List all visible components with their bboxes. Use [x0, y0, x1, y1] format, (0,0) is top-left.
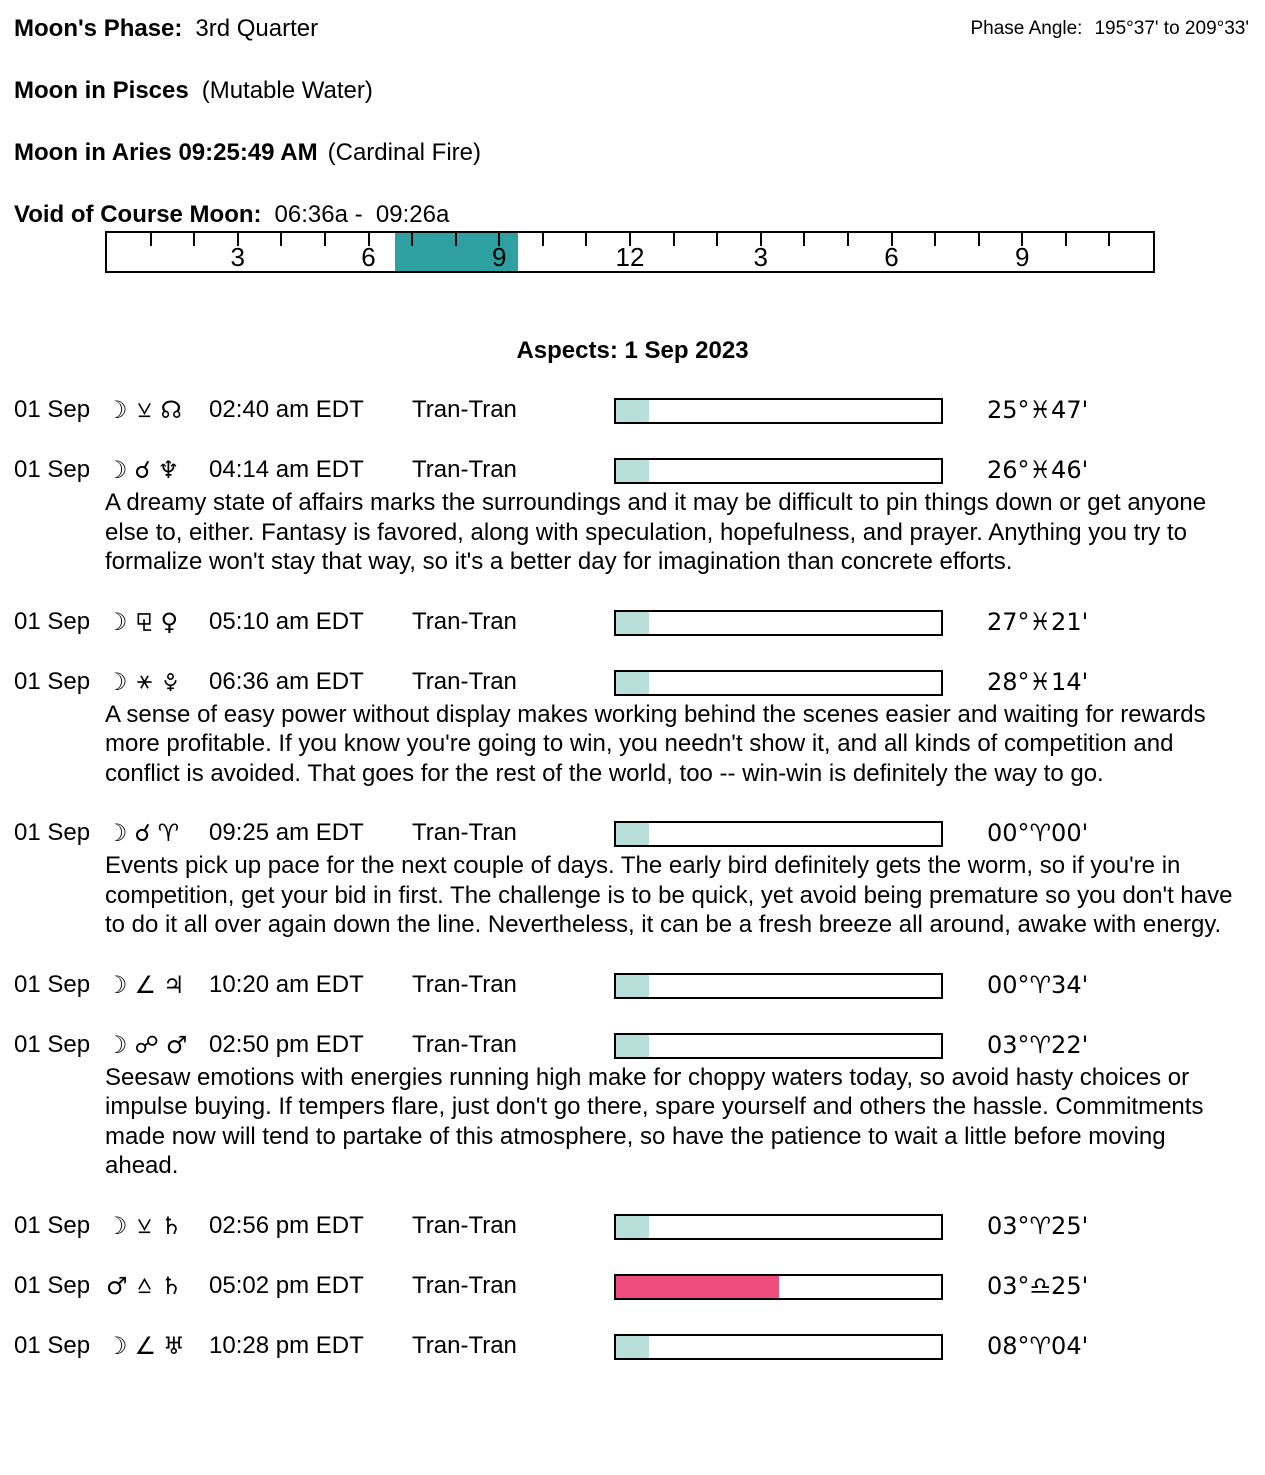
aspect-glyphs — [106, 1331, 209, 1361]
aspect-type: Tran-Tran — [412, 1211, 517, 1239]
sextile-icon — [135, 667, 154, 697]
aspect-strength-fill — [616, 612, 649, 634]
void-of-course-label: Void of Course Moon: — [14, 201, 262, 228]
aspect-type: Tran-Tran — [412, 456, 517, 483]
aspect-position: 03°♈22' — [987, 1030, 1089, 1059]
moon-icon: ☽ — [106, 819, 128, 847]
aspect-strength-bar — [614, 398, 943, 424]
semisextile-icon — [135, 1211, 154, 1241]
mars-icon: ♂ — [165, 1030, 188, 1059]
aspect-time: 10:28 pm EDT — [209, 1331, 364, 1359]
aspect-row — [14, 667, 1251, 697]
aspect-strength-bar — [614, 821, 943, 847]
aspect-date: 01 Sep — [14, 456, 91, 483]
phase-angle-value: 195°37' to 209°33' — [1094, 18, 1249, 39]
phase-angle-label: Phase Angle: — [970, 18, 1083, 39]
aspect-list — [14, 395, 1251, 1361]
ruler-tick — [193, 233, 195, 246]
ruler-tick — [803, 233, 805, 246]
moons-phase-value: 3rd Quarter — [195, 15, 319, 42]
aspect-strength-fill — [616, 1035, 649, 1057]
aspect-time: 06:36 am EDT — [209, 667, 364, 695]
aspect-strength-fill — [616, 1276, 779, 1298]
moon-icon: ☽ — [106, 1030, 128, 1059]
moon-icon: ☽ — [106, 1211, 128, 1240]
24-hour-ruler — [105, 231, 1155, 273]
aspect-row — [14, 1211, 1251, 1241]
aspect-glyphs — [106, 970, 209, 1000]
aspect-strength-bar — [614, 458, 943, 484]
semisquare-icon: ∠ — [134, 970, 157, 999]
mars-icon: ♂ — [106, 1271, 128, 1300]
aspect-note: A sense of easy power without display makes working behind the scenes easier and waiting for rewards more profitable. If you know you're going to win, you needn't show it, and all kinds of competition and conflict is avoided. That goes for the rest of the world, too -- win-win is definitely the way to go. — [105, 700, 1206, 787]
aspect-date: 01 Sep — [14, 1211, 91, 1239]
aspect-row — [14, 395, 1251, 425]
aspect-note: Events pick up pace for the next couple of days. The early bird definitely gets the worm, so if you're in competition, get your bid in first. The challenge is to be quick, yet avoid being premature so you don't have to do it all over again down the line. Nevertheless, it can be a fresh breeze all around, awake with energy. — [105, 852, 1233, 938]
ruler-hour-label: 3 — [230, 242, 245, 272]
ruler-tick — [455, 233, 457, 246]
aspect-time: 05:10 am EDT — [209, 607, 364, 635]
aspect-note: A dreamy state of affairs marks the surroundings and it may be difficult to pin things down or get anyone else to, either. Fantasy is favored, along with speculation, hopefulness, and prayer. Anything you try to formalize won't stay that way, so it's a better day for imagination than concrete efforts. — [105, 489, 1207, 575]
aspect-type: Tran-Tran — [412, 1331, 517, 1359]
semisquare-icon: ∠ — [134, 1331, 157, 1360]
aspect-type: Tran-Tran — [412, 1271, 517, 1299]
aspect-strength-bar — [614, 1334, 943, 1360]
aspect-glyphs — [106, 1271, 209, 1301]
aspect-position: 26°♓46' — [987, 456, 1089, 484]
aspect-date: 01 Sep — [14, 1331, 91, 1359]
ruler-hour-label: 9 — [1015, 242, 1030, 272]
aspect-position: 27°♓21' — [987, 607, 1089, 636]
moon-icon: ☽ — [106, 396, 128, 424]
quincunx-icon — [135, 1271, 154, 1301]
aspect-row — [14, 455, 1251, 485]
aspect-position: 28°♓14' — [987, 667, 1089, 696]
aspect-type: Tran-Tran — [412, 819, 517, 846]
aspect-glyphs — [106, 818, 209, 848]
ruler-tick — [150, 233, 152, 246]
aspect-position: 00°♈34' — [987, 970, 1089, 999]
phase-angle — [970, 18, 1249, 40]
sesquiquadrate-icon — [135, 607, 154, 637]
moon-sign-line — [14, 78, 1251, 104]
aries-icon: ♈ — [157, 819, 180, 847]
saturn-icon: ♄ — [160, 1271, 183, 1300]
aspect-strength-fill — [616, 460, 649, 482]
aspect-type: Tran-Tran — [412, 970, 517, 998]
aspect-type: Tran-Tran — [412, 667, 517, 695]
aspect-type: Tran-Tran — [412, 1030, 517, 1058]
aspect-strength-bar — [614, 1274, 943, 1300]
moons-phase-label: Moon's Phase: — [14, 15, 183, 42]
ruler-tick — [978, 233, 980, 246]
aspect-strength-bar — [614, 670, 943, 696]
ruler-tick — [1108, 233, 1110, 246]
aspect-row — [14, 1030, 1251, 1060]
aspect-date: 01 Sep — [14, 667, 91, 695]
ruler-tick — [934, 233, 936, 246]
aspect-glyphs — [106, 1211, 209, 1241]
ruler-hour-label: 12 — [615, 242, 645, 272]
neptune-icon: ♆ — [157, 456, 180, 484]
aspect-strength-fill — [616, 975, 649, 997]
moon-ingress-quality: (Cardinal Fire) — [327, 139, 481, 166]
moon-icon: ☽ — [106, 970, 128, 999]
void-of-course-value: 06:36a - 09:26a — [274, 201, 450, 228]
opposition-icon: ☍ — [134, 1030, 159, 1059]
aspect-strength-fill — [616, 672, 649, 694]
moon-sign-quality: (Mutable Water) — [201, 77, 373, 104]
aspect-row — [14, 970, 1251, 1000]
aspect-time: 05:02 pm EDT — [209, 1271, 364, 1299]
aspect-position: 08°♈04' — [987, 1331, 1089, 1360]
moon-icon: ☽ — [106, 1331, 128, 1360]
aspect-strength-fill — [616, 400, 649, 422]
ruler-hour-label: 9 — [492, 242, 507, 272]
aspect-strength-fill — [616, 1216, 649, 1238]
conjunction-icon: ☌ — [134, 456, 151, 484]
void-of-course-line — [14, 202, 1251, 228]
aspect-glyphs — [106, 607, 209, 637]
aspect-strength-fill — [616, 1336, 649, 1358]
moon-icon: ☽ — [106, 607, 128, 636]
aspect-strength-bar — [614, 1033, 943, 1059]
moon-ingress-line — [14, 140, 1251, 166]
aspect-glyphs — [106, 1030, 209, 1060]
saturn-icon: ♄ — [160, 1211, 183, 1240]
ruler-tick — [411, 233, 413, 246]
jupiter-icon: ♃ — [163, 970, 185, 999]
aspect-position: 03°♈25' — [987, 1211, 1089, 1240]
uranus-icon: ♅ — [163, 1331, 185, 1360]
aspect-time: 09:25 am EDT — [209, 819, 364, 846]
semisextile-icon — [135, 395, 154, 425]
aspect-position: 03°♎25' — [987, 1271, 1089, 1300]
moon-sign-title: Moon in Pisces — [14, 77, 189, 104]
aspect-position: 00°♈00' — [987, 819, 1089, 847]
ruler-tick — [716, 233, 718, 246]
aspect-time: 04:14 am EDT — [209, 456, 364, 483]
aspect-date: 01 Sep — [14, 396, 91, 423]
pluto-icon — [161, 667, 180, 697]
ruler-tick — [585, 233, 587, 246]
ruler-tick — [280, 233, 282, 246]
aspect-time: 10:20 am EDT — [209, 970, 364, 998]
ruler-hour-label: 6 — [361, 242, 376, 272]
ruler-hour-label: 6 — [884, 242, 899, 272]
aspects-title: Aspects: 1 Sep 2023 — [516, 337, 749, 364]
aspect-row — [14, 607, 1251, 637]
aspect-strength-bar — [614, 1214, 943, 1240]
aspect-time: 02:40 am EDT — [209, 396, 364, 423]
ruler-hour-label: 3 — [753, 242, 768, 272]
venus-icon: ♀ — [160, 607, 179, 636]
ruler-tick — [542, 233, 544, 246]
aspect-strength-fill — [616, 823, 649, 845]
ruler-tick — [324, 233, 326, 246]
aspect-type: Tran-Tran — [412, 396, 517, 423]
aspect-row — [14, 1271, 1251, 1301]
ruler-tick — [673, 233, 675, 246]
aspect-strength-bar — [614, 610, 943, 636]
aspect-note: Seesaw emotions with energies running high make for choppy waters today, so avoid hasty choices or impulse buying. If tempers flare, just don't go there, spare yourself and others the hassle. Commitments made now will tend to partake of this atmosphere, so have the patience to wait a little before moving ahead. — [105, 1063, 1204, 1179]
aspect-row — [14, 1331, 1251, 1361]
aspect-strength-bar — [614, 973, 943, 999]
aspect-time: 02:50 pm EDT — [209, 1030, 364, 1058]
moon-ingress-title: Moon in Aries 09:25:49 AM — [14, 139, 318, 166]
ruler-tick — [847, 233, 849, 246]
conjunction-icon: ☌ — [134, 819, 151, 847]
aspect-glyphs — [106, 395, 209, 425]
aspect-row — [14, 818, 1251, 848]
aspect-glyphs — [106, 667, 209, 697]
moon-icon: ☽ — [106, 667, 128, 696]
aspect-position: 25°♓47' — [987, 396, 1089, 424]
aspect-date: 01 Sep — [14, 970, 91, 998]
north-node-icon: ☊ — [160, 396, 182, 424]
aspect-glyphs — [106, 455, 209, 485]
moon-icon: ☽ — [106, 456, 128, 484]
aspect-time: 02:56 pm EDT — [209, 1211, 364, 1239]
aspect-date: 01 Sep — [14, 1271, 91, 1299]
ruler-tick — [1065, 233, 1067, 246]
aspect-date: 01 Sep — [14, 819, 91, 846]
aspect-type: Tran-Tran — [412, 607, 517, 635]
aspect-date: 01 Sep — [14, 607, 91, 635]
aspect-date: 01 Sep — [14, 1030, 91, 1058]
